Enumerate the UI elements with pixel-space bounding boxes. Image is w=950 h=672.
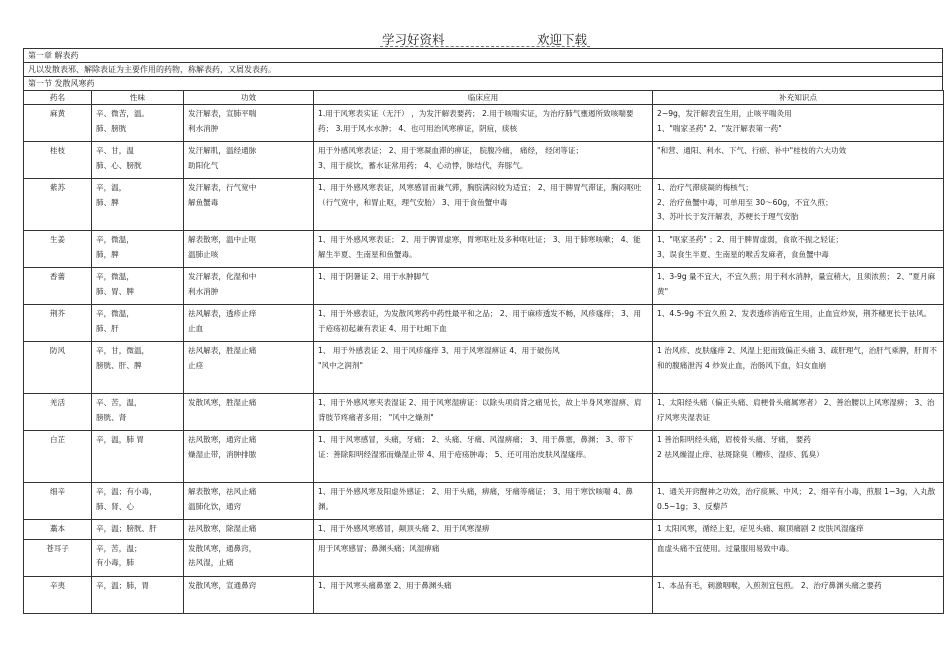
effect-cell: 解表散寒，温中止呕 温肺止咳 <box>184 231 314 268</box>
herb-name-cell: 香薷 <box>24 268 92 305</box>
notes-cell: 1、3-9g 量不宜大，不宜久煎；用于利水消肿，量宜稍大，且须浓煎； 2、"夏月麻黄" <box>653 268 944 305</box>
table-row <box>24 539 944 576</box>
notes-cell: 1 太阳风寒，循经上犯，症见头痛、巅顶痛剧 2 皮肤风湿瘙痒 <box>653 520 944 540</box>
herb-name-cell: 紫苏 <box>24 179 92 231</box>
clinical-use-cell: 1.用于风寒表实证（无汗） ，为发汗解表要药； 2.用于咳喘实证，为治疗肺气壅遏所致咳喘要药； 3.用于风水水肿； 4、也可用治风寒痹证，阴疽，痰核 <box>314 105 653 142</box>
notes-cell: 1、治疗气滞痰凝的梅核气； 2、治疗鱼蟹中毒，可单用至 30～60g，不宜久煎； 3、苏叶长于发汗解表，苏梗长于理气安胎 <box>653 179 944 231</box>
chapter-title: 第一章 解表药 <box>23 48 943 62</box>
table-body <box>24 105 944 614</box>
clinical-use-cell: 1、用于风寒感冒，头痛，牙痛； 2、头痛、牙痛、风湿痹痛； 3、用于鼻塞，鼻渊； 3、带下证：善除阳明经湿邪而燥湿止带 4、用于疮疡肿毒； 5、还可用治皮肤风湿瘙痒。 <box>314 431 653 483</box>
herb-name-cell: 白芷 <box>24 431 92 483</box>
herb-name-cell: 细辛 <box>24 483 92 520</box>
effect-cell: 祛风解表，透疹止痒 止血 <box>184 305 314 342</box>
header-left-text: 学习好资料 <box>382 32 445 47</box>
herb-table <box>23 90 944 614</box>
taste-cell: 辛、甘，温 肺、心、膀胱 <box>92 142 184 179</box>
taste-cell: 辛，温；有小毒， 肺、肾、心 <box>92 483 184 520</box>
chapter-description: 凡以发散表邪、解除表证为主要作用的药物，称解表药，又屑发表药。 <box>23 62 943 76</box>
clinical-use-cell: 1、用于外感表证，为发散风寒药中药性最平和之品； 2、用于麻疹透发不畅，风疹瘙痒； 3、用于疮疡初起兼有表证 4、用于吐衄下血 <box>314 305 653 342</box>
herb-name-cell: 辛夷 <box>24 576 92 613</box>
herb-name-cell: 羌活 <box>24 394 92 431</box>
herb-name-cell: 生姜 <box>24 231 92 268</box>
notes-cell: 1、太阳经头痛（偏正头痛、肩梗骨头痛属寒者） 2、善治腰以上风寒湿痹； 3、治疗风寒夹湿表证 <box>653 394 944 431</box>
herb-name-cell: 苍耳子 <box>24 539 92 576</box>
header-right-text: 欢迎下载 <box>537 32 588 47</box>
taste-cell: 辛、苦，温， 膀胱、肾 <box>92 394 184 431</box>
taste-cell: 辛，甘，微温， 膀胱、肝、脾 <box>92 342 184 394</box>
table-row <box>24 431 944 483</box>
taste-cell: 辛，微温， 肺，脾 <box>92 231 184 268</box>
taste-cell: 辛，温；肺，胃 <box>92 576 184 613</box>
taste-cell: 辛，温；膀胱、肝 <box>92 520 184 540</box>
taste-cell: 辛，苦，温； 有小毒，肺 <box>92 539 184 576</box>
effect-cell: 发散风寒，通鼻窍， 祛风湿，止痛 <box>184 539 314 576</box>
herb-name-cell: 麻黄 <box>24 105 92 142</box>
clinical-use-cell: 用于风寒感冒；鼻渊头痛；风湿痹痛 <box>314 539 653 576</box>
table-row <box>24 342 944 394</box>
header-dashed-line <box>380 46 590 47</box>
effect-cell: 发汗解肌，温经通脉 助阳化气 <box>184 142 314 179</box>
table-row <box>24 305 944 342</box>
column-header: 药名 <box>24 91 92 105</box>
clinical-use-cell: 1、用于外感风寒表证，风寒感冒而兼气滞，胸脘满闷较为适宜； 2、用于脾胃气滞证，胸闷呕吐（行气宽中，和胃止呕，理气安胎） 3、用于食鱼蟹中毒 <box>314 179 653 231</box>
column-header: 补充知识点 <box>653 91 944 105</box>
table-row <box>24 179 944 231</box>
notes-cell: 1、通关开窍醒神之功效，治疗痰厥、中风； 2、细辛有小毒，煎服 1~3g，入丸散 0.5~1g；3、反藜芦 <box>653 483 944 520</box>
notes-cell: 1 善治阳明经头痛，眉棱骨头痛、牙痛， 要药 2 祛风燥湿止痒、祛斑除臭（糟疹、湿疹、狐臭） <box>653 431 944 483</box>
taste-cell: 辛，微温， 肺、肝 <box>92 305 184 342</box>
page-header <box>0 30 950 48</box>
column-header: 性味 <box>92 91 184 105</box>
effect-cell: 发汗解表，行气宽中 解鱼蟹毒 <box>184 179 314 231</box>
clinical-use-cell: 1、用于阴暑证 2、用于水肿脚气 <box>314 268 653 305</box>
table-row <box>24 483 944 520</box>
effect-cell: 祛风散寒，除湿止痛 <box>184 520 314 540</box>
clinical-use-cell: 1、用于外感风寒及阳虚外感证； 2、用于头痛，痹痛，牙痛等痛证； 3、用于寒饮咳喘 4、鼻渊。 <box>314 483 653 520</box>
taste-cell: 辛，微温， 肺、胃、脾 <box>92 268 184 305</box>
herb-name-cell: 防风 <box>24 342 92 394</box>
clinical-use-cell: 用于外感风寒表证； 2、用于寒凝血滞的痹证， 脘腹冷痛， 痛经， 经闭等证； 3、用于痰饮，蓄水证常用药； 4、心动悸，脉结代，奔豚气。 <box>314 142 653 179</box>
table-row <box>24 142 944 179</box>
taste-cell: 辛，温， 肺、脾 <box>92 179 184 231</box>
notes-cell: 1、本品有毛，刺激咽喉，入煎剂宜包煎。 2、治疗鼻渊头痛之要药 <box>653 576 944 613</box>
document-body <box>23 48 945 614</box>
table-row <box>24 231 944 268</box>
clinical-use-cell: 1、用于外感风寒表证； 2、用于脾胃虚寒，胃寒呕吐及多种呕吐证； 3、用于肺寒咳嗽； 4、能解生半夏、生南星和鱼蟹毒。 <box>314 231 653 268</box>
taste-cell: 辛，温，肺 胃 <box>92 431 184 483</box>
table-row <box>24 394 944 431</box>
notes-cell: 2~9g，发汗解表宜生用，止咳平喘灸用 1、"喘家圣药" 2、"发汗解表第一药" <box>653 105 944 142</box>
column-header: 功效 <box>184 91 314 105</box>
herb-name-cell: 桂枝 <box>24 142 92 179</box>
effect-cell: 发散风寒，宣通鼻窍 <box>184 576 314 613</box>
table-row <box>24 268 944 305</box>
clinical-use-cell: 1、用于外感风寒夹表湿证 2、用于风寒湿痹证：以除头项肩背之痛见长，故上半身风寒湿痹、肩背肢节疼痛者多用； "风中之燥剂" <box>314 394 653 431</box>
table-header-row <box>24 91 944 105</box>
notes-cell: 1、4.5-9g 不宜久煎 2、发表透疹消疮宜生用，止血宜炒炭，荆芥穗更长于祛风。 <box>653 305 944 342</box>
herb-name-cell: 藁本 <box>24 520 92 540</box>
taste-cell: 辛、微苦，温。 肺、膀胱 <box>92 105 184 142</box>
table-row <box>24 105 944 142</box>
effect-cell: 发汗解表，宣肺平喘 利水消肿 <box>184 105 314 142</box>
clinical-use-cell: 1、用于外感风寒感冒，颠顶头痛 2、用于风寒湿痹 <box>314 520 653 540</box>
notes-cell: 1 治风疹、皮肤瘙痒 2、风湿上犯而致偏正头痛 3、疏肝理气，治肝气乘脾，肝胃不和的腹痛泄泻 4 炒炭止血，治肠风下血，妇女血崩 <box>653 342 944 394</box>
section-title: 第一节 发散风寒药 <box>23 76 943 90</box>
notes-cell: 血虚头痛不宜使用。过量服用易致中毒。 <box>653 539 944 576</box>
effect-cell: 祛风散寒，通窍止痛 燥湿止带，消肿排脓 <box>184 431 314 483</box>
effect-cell: 祛风解表，胜湿止痛 止痉 <box>184 342 314 394</box>
effect-cell: 发汗解表，化湿和中 利水消肿 <box>184 268 314 305</box>
clinical-use-cell: 1、用于风寒头痛鼻塞 2、用于鼻渊头痛 <box>314 576 653 613</box>
table-row <box>24 520 944 540</box>
notes-cell: 1、"呕家圣药" ；2、用于脾胃虚弱，食欲不振之轻证； 3、误食生半夏、生南星的喉舌发麻者，食鱼蟹中毒 <box>653 231 944 268</box>
clinical-use-cell: 1、 用于外感表证 2、用于风疹瘙痒 3、用于风寒湿痹证 4、用于破伤风 "风中之润剂" <box>314 342 653 394</box>
table-row <box>24 576 944 613</box>
effect-cell: 解表散寒，祛风止痛 温肺化饮，通窍 <box>184 483 314 520</box>
notes-cell: "和营、通阳、利水、下气、行瘀、补中"桂枝的六大功效 <box>653 142 944 179</box>
effect-cell: 发散风寒，胜湿止痛 <box>184 394 314 431</box>
herb-name-cell: 荆芥 <box>24 305 92 342</box>
column-header: 临床应用 <box>314 91 653 105</box>
